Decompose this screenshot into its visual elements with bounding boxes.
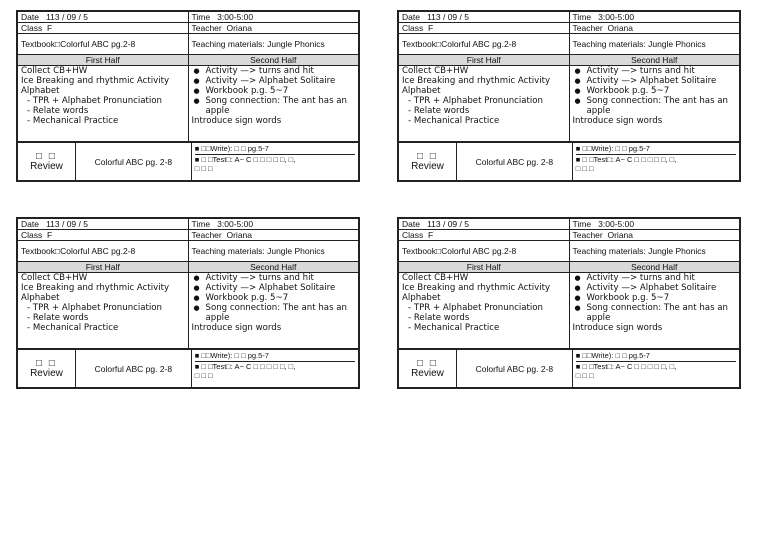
class-cell: Class F: [399, 230, 570, 241]
review-glyph: □ □: [417, 357, 438, 369]
write-line: ■ □□Write): □ □ pg.5-7: [195, 351, 355, 362]
review-label: Review: [30, 160, 63, 172]
review-table: [17, 349, 359, 388]
lesson-plan-table: [17, 218, 359, 349]
second-half-content: ● Activity —> turns and hit ● Activity —> Alphabet Solitaire ● Workbook p.g. 5~7 ● Song connection: The ant has an apple Introduce sign words: [569, 66, 740, 142]
review-cell: [399, 143, 457, 181]
review-label: Review: [411, 160, 444, 172]
review-cell: [18, 350, 76, 388]
bullet-item: ● Workbook p.g. 5~7: [192, 86, 356, 96]
class-cell: Class F: [18, 23, 189, 34]
lesson-plan-card-top-left: [16, 10, 360, 182]
bullet-item: ● Activity —> turns and hit: [192, 273, 356, 283]
first-half-content: Collect CB+HW Ice Breaking and rhythmic Activity Alphabet - TPR + Alphabet Pronunciation - Relate words - Mechanical Practice: [399, 273, 570, 349]
bullet-item: ● Song connection: The ant has an apple: [192, 303, 356, 323]
review-book-cell: Colorful ABC pg. 2-8: [75, 350, 191, 388]
date-cell: Date 113 / 09 / 5: [399, 219, 570, 230]
class-cell: Class F: [18, 230, 189, 241]
review-table: [398, 142, 740, 181]
bullet-item: ● Workbook p.g. 5~7: [573, 86, 737, 96]
time-cell: Time 3:00-5:00: [188, 12, 359, 23]
homework-cell: [572, 143, 739, 181]
lesson-plan-table: [398, 11, 740, 142]
materials-cell: Teaching materials: Jungle Phonics: [188, 241, 359, 262]
test-line-2: □ □ □: [194, 164, 213, 173]
teacher-cell: Teacher Oriana: [569, 23, 740, 34]
lesson-plan-card-top-right: [397, 10, 741, 182]
time-cell: Time 3:00-5:00: [569, 12, 740, 23]
test-line: ■ □ □Test□: A~ C □ □ □ □ □, □,: [575, 362, 677, 371]
teacher-cell: Teacher Oriana: [569, 230, 740, 241]
lesson-plan-table: [398, 218, 740, 349]
second-half-content: ● Activity —> turns and hit ● Activity —> Alphabet Solitaire ● Workbook p.g. 5~7 ● Song connection: The ant has an apple Introduce sign words: [188, 66, 359, 142]
bullet-item: ● Song connection: The ant has an apple: [573, 303, 737, 323]
bullet-item: ● Song connection: The ant has an apple: [192, 96, 356, 116]
second-half-content: ● Activity —> turns and hit ● Activity —> Alphabet Solitaire ● Workbook p.g. 5~7 ● Song connection: The ant has an apple Introduce sign words: [569, 273, 740, 349]
bullet-item: ● Activity —> Alphabet Solitaire: [192, 76, 356, 86]
bullet-item: ● Activity —> Alphabet Solitaire: [192, 283, 356, 293]
bullet-item: ● Workbook p.g. 5~7: [573, 293, 737, 303]
review-cell: [18, 143, 76, 181]
first-half-header: First Half: [399, 262, 570, 273]
class-cell: Class F: [399, 23, 570, 34]
review-glyph: □ □: [36, 150, 57, 162]
first-half-content: Collect CB+HW Ice Breaking and rhythmic Activity Alphabet - TPR + Alphabet Pronunciation - Relate words - Mechanical Practice: [399, 66, 570, 142]
test-line-2: □ □ □: [194, 371, 213, 380]
review-book-cell: Colorful ABC pg. 2-8: [75, 143, 191, 181]
second-half-header: Second Half: [188, 262, 359, 273]
write-line: ■ □□Write): □ □ pg.5-7: [576, 144, 736, 155]
review-label: Review: [30, 367, 63, 379]
bullet-item: ● Song connection: The ant has an apple: [573, 96, 737, 116]
time-cell: Time 3:00-5:00: [188, 219, 359, 230]
bullet-item: ● Activity —> Alphabet Solitaire: [573, 283, 737, 293]
first-half-header: First Half: [399, 55, 570, 66]
review-book-cell: Colorful ABC pg. 2-8: [456, 143, 572, 181]
date-cell: Date 113 / 09 / 5: [18, 219, 189, 230]
textbook-cell: Textbook□Colorful ABC pg.2-8: [399, 34, 570, 55]
review-glyph: □ □: [36, 357, 57, 369]
test-line-2: □ □ □: [575, 164, 594, 173]
review-glyph: □ □: [417, 150, 438, 162]
test-line: ■ □ □Test□: A~ C □ □ □ □ □, □,: [194, 155, 296, 164]
first-half-header: First Half: [18, 262, 189, 273]
bullet-item: ● Activity —> turns and hit: [573, 273, 737, 283]
materials-cell: Teaching materials: Jungle Phonics: [188, 34, 359, 55]
time-cell: Time 3:00-5:00: [569, 219, 740, 230]
bullet-item: ● Activity —> turns and hit: [192, 66, 356, 76]
teacher-cell: Teacher Oriana: [188, 23, 359, 34]
write-line: ■ □□Write): □ □ pg.5-7: [576, 351, 736, 362]
bullet-item: ● Activity —> Alphabet Solitaire: [573, 76, 737, 86]
first-half-header: First Half: [18, 55, 189, 66]
textbook-cell: Textbook□Colorful ABC pg.2-8: [18, 241, 189, 262]
homework-cell: [191, 350, 358, 388]
materials-cell: Teaching materials: Jungle Phonics: [569, 34, 740, 55]
teacher-cell: Teacher Oriana: [188, 230, 359, 241]
bullet-item: ● Workbook p.g. 5~7: [192, 293, 356, 303]
review-cell: [399, 350, 457, 388]
write-line: ■ □□Write): □ □ pg.5-7: [195, 144, 355, 155]
first-half-content: Collect CB+HW Ice Breaking and rhythmic Activity Alphabet - TPR + Alphabet Pronunciation - Relate words - Mechanical Practice: [18, 66, 189, 142]
test-line: ■ □ □Test□: A~ C □ □ □ □ □, □,: [575, 155, 677, 164]
homework-cell: [572, 350, 739, 388]
second-half-content: ● Activity —> turns and hit ● Activity —> Alphabet Solitaire ● Workbook p.g. 5~7 ● Song connection: The ant has an apple Introduce sign words: [188, 273, 359, 349]
review-table: [17, 142, 359, 181]
first-half-content: Collect CB+HW Ice Breaking and rhythmic Activity Alphabet - TPR + Alphabet Pronunciation - Relate words - Mechanical Practice: [18, 273, 189, 349]
homework-cell: [191, 143, 358, 181]
test-line: ■ □ □Test□: A~ C □ □ □ □ □, □,: [194, 362, 296, 371]
test-line-2: □ □ □: [575, 371, 594, 380]
lesson-plan-table: [17, 11, 359, 142]
review-table: [398, 349, 740, 388]
second-half-header: Second Half: [188, 55, 359, 66]
date-cell: Date 113 / 09 / 5: [18, 12, 189, 23]
textbook-cell: Textbook□Colorful ABC pg.2-8: [399, 241, 570, 262]
bullet-item: ● Activity —> turns and hit: [573, 66, 737, 76]
second-half-header: Second Half: [569, 262, 740, 273]
materials-cell: Teaching materials: Jungle Phonics: [569, 241, 740, 262]
textbook-cell: Textbook□Colorful ABC pg.2-8: [18, 34, 189, 55]
lesson-plan-card-bottom-right: [397, 217, 741, 389]
date-cell: Date 113 / 09 / 5: [399, 12, 570, 23]
review-book-cell: Colorful ABC pg. 2-8: [456, 350, 572, 388]
review-label: Review: [411, 367, 444, 379]
second-half-header: Second Half: [569, 55, 740, 66]
lesson-plan-card-bottom-left: [16, 217, 360, 389]
